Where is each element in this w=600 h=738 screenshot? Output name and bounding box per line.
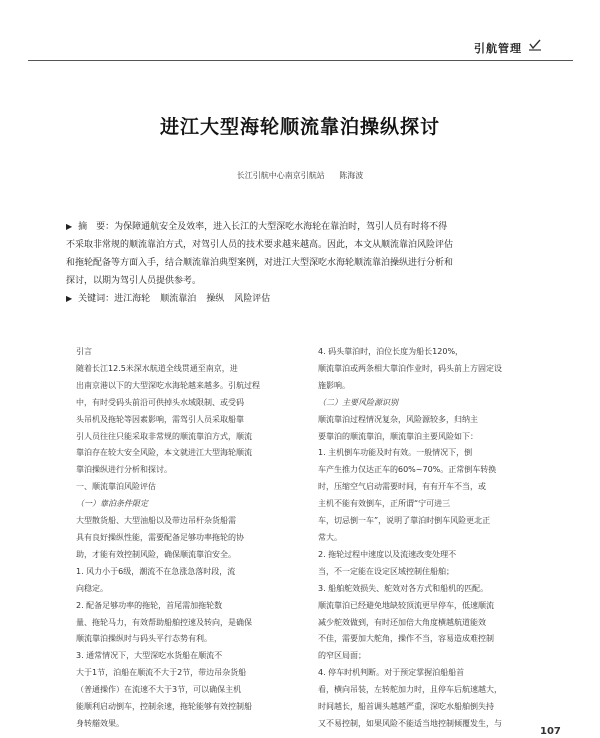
bullet-triangle-icon: ▶ xyxy=(66,294,73,303)
body-line: 随着长江12.5米深水航道全线贯通至南京，进 xyxy=(76,363,238,373)
body-line: 顺流靠泊过程情况复杂，风险源较多，归纳主 xyxy=(318,414,478,424)
body-line: 顺流靠泊已经避免地缺较顶流更早停车，低速顺流 xyxy=(318,600,494,610)
author-affiliation: 长江引航中心南京引航站 xyxy=(236,171,325,180)
abstract-line: 探讨，以期为驾引人员提供参考。 xyxy=(66,276,202,286)
body-line: 常大。 xyxy=(318,532,342,542)
pen-check-icon xyxy=(528,38,542,52)
body-column-right xyxy=(318,344,540,733)
body-line: 出南京港以下的大型深吃水海轮越来越多。引航过程 xyxy=(76,380,260,390)
page-number: 107 xyxy=(540,726,561,737)
body-column-left xyxy=(76,344,298,733)
body-line: 3. 船舶舵效损失、舵效对各方式和船机的匹配。 xyxy=(318,583,489,593)
page-title: 进江大型海轮顺流靠泊操纵探讨 xyxy=(159,116,440,138)
body-line: 3. 通常情况下，大型深吃水货船在顺流不 xyxy=(76,651,223,661)
body-line: （普通操作）在流速不大于3节，可以确保主机 xyxy=(76,685,242,695)
author-line xyxy=(0,170,600,181)
body-line: 身转艏效果。 xyxy=(76,718,124,728)
body-line: 施影响。 xyxy=(318,380,350,390)
body-line: 4. 码头靠泊时，泊位长度为船长120%， xyxy=(318,347,464,356)
body-line: 减少舵效做到，有时还加倍大角度横越航道能效 xyxy=(318,617,486,627)
subsection-heading: （二）主要风险源识别 xyxy=(318,397,398,407)
body-line: 不佳，需要加大舵角，操作不当，容易造成难控制 xyxy=(318,634,494,644)
body-line: 当，不一定能在设定区域控制住船舶； xyxy=(318,566,454,576)
subsection-heading: （一）靠泊条件限定 xyxy=(76,499,148,509)
body-line: 4. 停车时机判断。对于预定掌握泊船船首 xyxy=(318,668,465,678)
body-line: 要靠泊的顺流靠泊，顺流靠泊主要风险如下： xyxy=(318,431,478,441)
body-line: 看，横向吊装，左转舵加力时，且停车后航速越大， xyxy=(318,685,502,695)
body-line: 助，才能有效控制风险，确保顺流靠泊安全。 xyxy=(76,549,236,559)
body-line: 主机不能有效倒车，正所谓“宁可进三 xyxy=(318,499,451,509)
abstract-block xyxy=(66,218,550,308)
body-line: 引人员往往只能采取非常规的顺流靠泊方式，顺流 xyxy=(76,431,252,441)
body-line: 中，有时受码头前沿可供掉头水域限制、或受码 xyxy=(76,397,244,407)
body-line: 的窄区局面； xyxy=(318,651,366,661)
section-heading: 引言 xyxy=(76,347,92,356)
body-line: 车产生推力仅达正车的60%~70%。正常倒车转换 xyxy=(318,465,497,475)
body-line: 大于1节，泊船在顺流不大于2节，带边吊杂货船 xyxy=(76,668,247,678)
body-line: 能顺利启动倒车，控制余速，拖轮能够有效控制船 xyxy=(76,702,252,712)
header-divider xyxy=(28,60,573,61)
bullet-triangle-icon: ▶ xyxy=(66,222,73,231)
body-line: 顺流靠泊操纵时与码头平行态势有利。 xyxy=(76,634,212,644)
body-line: 头吊机及拖轮等因素影响，需驾引人员采取船靠 xyxy=(76,414,244,424)
body-line: 具有良好操纵性能，需要配备足够功率拖轮的协 xyxy=(76,532,244,542)
body-line: 量、拖轮马力，有效帮助船舶控速及转向，是确保 xyxy=(76,617,252,627)
keyword: 进江海轮 xyxy=(114,294,151,304)
body-line: 2. 配备足够功率的拖轮，首尾需加拖轮数 xyxy=(76,600,223,610)
keywords-line xyxy=(66,290,550,308)
body-line: 时，压缩空气启动需要时间，有有开车不当，或 xyxy=(318,482,486,492)
keywords-label: 关键词： xyxy=(78,294,115,304)
body-line: 车，切忌倒一车”，说明了靠泊时倒车风险更北正 xyxy=(318,516,491,526)
keyword: 操纵 xyxy=(206,294,225,304)
body-line: 2. 拖轮过程中速度以及流速改变处理不 xyxy=(318,549,457,559)
body-line: 又不易控制，如果风险不能适当地控制倾覆发生，与 xyxy=(318,718,502,728)
keyword: 顺流靠泊 xyxy=(160,294,197,304)
abstract-line: 不采取非常规的顺流靠泊方式，对驾引人员的技术要求越来越高。因此，本文从顺流靠泊风险评估 xyxy=(66,240,454,250)
abstract-line: ▶ 摘 要：为保障通航安全及效率，进入长江的大型深吃水海轮在靠泊时，驾引人员有时将不得 xyxy=(66,222,448,232)
keyword: 风险评估 xyxy=(234,294,271,304)
body-line: 时间越长，船首调头越越严重，深吃水船舶倒失持 xyxy=(318,702,494,712)
body-line: 顺流靠泊或两条相大靠泊作业时，码头前上方固定设 xyxy=(318,363,502,373)
body-line: 1. 主机倒车功能及时有效。一般情况下，倒 xyxy=(318,448,473,458)
body-line: 1. 风力小于6级，潮流不在急涨急落时段，流 xyxy=(76,566,236,576)
abstract-line: 和拖轮配备等方面入手，结合顺流靠泊典型案例，对进江大型深吃水海轮顺流靠泊操纵进行分析和 xyxy=(66,258,454,268)
body-line: 靠泊存在较大安全风险，本文就进江大型海轮顺流 xyxy=(76,448,252,458)
body-line: 靠泊操纵进行分析和探讨。 xyxy=(76,465,172,475)
header-section-label: 引航管理 xyxy=(474,42,522,55)
body-line: 大型散货船、大型油船以及带边吊杆杂货船需 xyxy=(76,516,236,526)
section-heading: 一、顺流靠泊风险评估 xyxy=(76,482,156,492)
body-line: 向稳定。 xyxy=(76,583,108,593)
author-name: 陈海波 xyxy=(339,171,364,180)
